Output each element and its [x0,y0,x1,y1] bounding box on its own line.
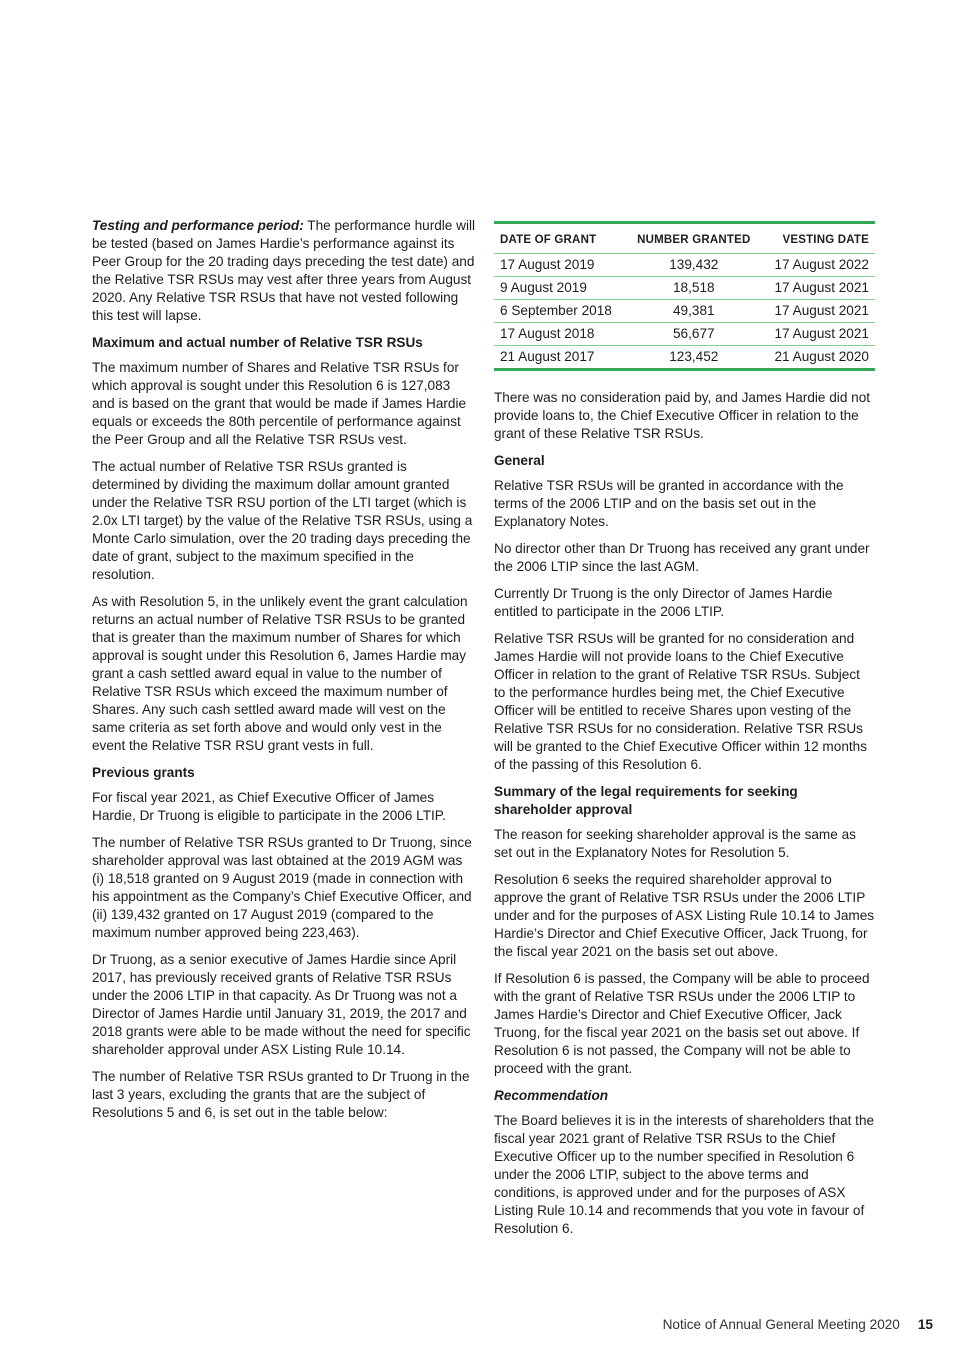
paragraph: There was no consideration paid by, and James Hardie did not provide loans to, the Chief Executive Officer in relation to the grant of these Relative TSR RSUs. [494,390,871,441]
paragraph: Relative TSR RSUs will be granted for no consideration and James Hardie will not provide loans to the Chief Executive Officer in relation to the grant of Relative TSR RSUs. Subject to the performance hurdles being met, the Chief Executive Officer will be entitled to receive Shares upon vesting of the Relative TSR RSUs for no consideration. Relative TSR RSUs will be granted to the Chief Executive Officer within 12 months of the passing of this Resolution 6. [494,631,868,772]
paragraph: The actual number of Relative TSR RSUs granted is determined by dividing the maximum dollar amount granted under the Relative TSR RSU portion of the LTI target (which is 2.0x LTI target) by the value of the Relative TSR RSUs, using a Monte Carlo simulation, over the 20 trading days preceding the date of grant, subject to the maximum specified in the resolution. [92,459,473,582]
paragraph: As with Resolution 5, in the unlikely event the grant calculation returns an actual number of Relative TSR RSUs to be granted that is greater than the maximum number of Shares for which approval is sought under this Resolution 6, James Hardie may grant a cash settled award equal in value to the number of Relative TSR RSUs which exceed the maximum number of Shares. Any such cash settled award made will vest on the same criteria as set forth above and would only vest in the event the Relative TSR RSU grant vests in full. [92,594,468,753]
paragraph: If Resolution 6 is passed, the Company will be able to proceed with the grant of Relative TSR RSUs under the 2006 LTIP to James Hardie’s Director and Chief Executive Officer, Jack Truong, for the fiscal year 2021 on the basis set out above. If Resolution 6 is not passed, the Company will not be able to proceed with the grant. [494,971,870,1076]
left-column [92,217,475,1131]
table-header-row [494,223,875,254]
intro-paragraph [92,217,475,325]
paragraph: The maximum number of Shares and Relative TSR RSUs for which approval is sought under this Resolution 6 is 127,083 and is based on the grant that would be made if James Hardie equals or exceeds the 80th percentile of performance against the Peer Group and all the Relative TSR RSUs vest. [92,360,467,447]
paragraph: Dr Truong, as a senior executive of James Hardie since April 2017, has previously received grants of Relative TSR RSUs under the 2006 LTIP in that capacity. As Dr Truong was not a Director of James Hardie until January 31, 2019, the 2017 and 2018 grants were able to be made without the need for specific shareholder approval under ASX Listing Rule 10.14. [92,952,471,1057]
cell-vesting: 17 August 2021 [761,323,875,346]
header-date-of-grant: DATE OF GRANT [500,234,597,246]
page-footer [663,1317,933,1332]
heading-recommendation: Recommendation [494,1088,609,1103]
header-number-granted: NUMBER GRANTED [637,234,751,246]
intro-lead: Testing and performance period: [92,218,304,233]
cell-vesting: 21 August 2020 [761,346,875,370]
cell-number: 56,677 [627,323,761,346]
cell-number: 139,432 [627,254,761,277]
table-row [494,323,875,346]
table-row [494,346,875,370]
cell-date: 6 September 2018 [494,300,627,323]
cell-date: 17 August 2018 [494,323,627,346]
paragraph: For fiscal year 2021, as Chief Executive Officer of James Hardie, Dr Truong is eligible to participate in the 2006 LTIP. [92,790,446,823]
paragraph: The reason for seeking shareholder approval is the same as set out in the Explanatory Notes for Resolution 5. [494,827,856,860]
footer-title: Notice of Annual General Meeting 2020 [662,1317,900,1332]
cell-number: 123,452 [627,346,761,370]
cell-vesting: 17 August 2022 [761,254,875,277]
table-row [494,300,875,323]
paragraph: The number of Relative TSR RSUs granted to Dr Truong, since shareholder approval was last obtained at the 2019 AGM was (i) 18,518 granted on 9 August 2019 (made in connection with his appointment as the Company’s Chief Executive Officer, and (ii) 139,432 granted on 17 August 2019 (compared to the maximum number approved being 223,463). [92,835,472,940]
cell-date: 17 August 2019 [494,254,627,277]
cell-vesting: 17 August 2021 [761,300,875,323]
right-column [494,217,875,1247]
heading-general: General [494,453,545,468]
paragraph: Resolution 6 seeks the required shareholder approval to approve the grant of Relative TSR RSUs under the 2006 LTIP under and for the purposes of ASX Listing Rule 10.14 to James Hardie’s Director and Chief Executive Officer, Jack Truong, for the fiscal year 2021 on the basis set out above. [494,872,875,959]
heading-previous-grants: Previous grants [92,765,195,780]
cell-date: 9 August 2019 [494,277,627,300]
heading-summary-legal: Summary of the legal requirements for seeking shareholder approval [494,784,798,817]
table-row [494,277,875,300]
grants-table [494,221,875,371]
intro-text: The performance hurdle will be tested (based on James Hardie’s performance against its Peer Group for the 20 trading days preceding the test date) and the Relative TSR RSUs may vest after three years from August 2020. Any Relative TSR RSUs that have not vested following this test will lapse. [92,218,476,323]
paragraph: Currently Dr Truong is the only Director of James Hardie entitled to participate in the 2006 LTIP. [494,586,833,619]
cell-number: 49,381 [627,300,761,323]
paragraph: No director other than Dr Truong has received any grant under the 2006 LTIP since the last AGM. [494,541,870,574]
header-vesting-date: VESTING DATE [782,234,869,246]
cell-number: 18,518 [627,277,761,300]
cell-vesting: 17 August 2021 [761,277,875,300]
page-number: 15 [917,1317,933,1332]
paragraph: The Board believes it is in the interests of shareholders that the fiscal year 2021 grant of Relative TSR RSUs to the Chief Executive Officer up to the number specified in Resolution 6 under the 2006 LTIP, subject to the above terms and conditions, is approved under and for the purposes of ASX Listing Rule 10.14 and recommends that you vote in favour of Resolution 6. [494,1113,875,1236]
paragraph: Relative TSR RSUs will be granted in accordance with the terms of the 2006 LTIP and on the basis set out in the Explanatory Notes. [494,478,844,529]
cell-date: 21 August 2017 [494,346,627,370]
table-row [494,254,875,277]
heading-max-actual: Maximum and actual number of Relative TSR RSUs [92,335,423,350]
paragraph: The number of Relative TSR RSUs granted to Dr Truong in the last 3 years, excluding the grants that are the subject of Resolutions 5 and 6, is set out in the table below: [92,1069,470,1120]
